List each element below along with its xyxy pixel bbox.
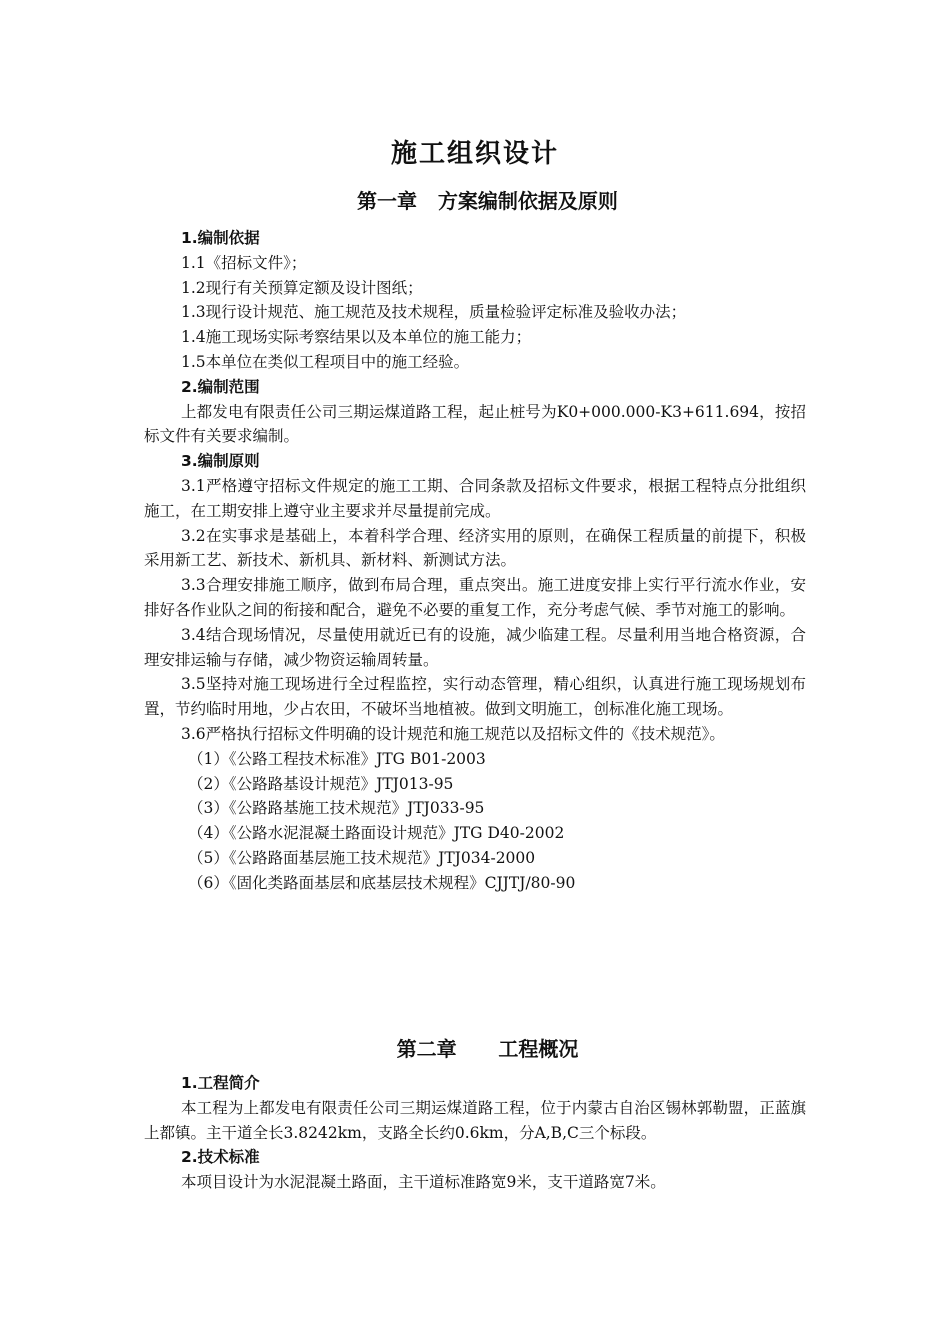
chapter-1-body — [144, 226, 806, 896]
principle-paragraph: 3.6严格执行招标文件明确的设计规范和施工规范以及招标文件的《技术规范》。 — [181, 724, 725, 743]
standard-reference: （5）《公路路面基层施工技术规范》JTJ034-2000 — [188, 848, 536, 867]
basis-item: 1.5本单位在类似工程项目中的施工经验。 — [181, 352, 470, 371]
principle-paragraph: 3.1严格遵守招标文件规定的施工工期、合同条款及招标文件要求，根据工程特点分批组织施工，在工期安排上遵守业主要求并尽量提前完成。 — [144, 476, 806, 520]
scope-paragraph: 上都发电有限责任公司三期运煤道路工程，起止桩号为K0+000.000-K3+611.694，按招标文件有关要求编制。 — [144, 402, 806, 446]
principle-paragraph: 3.5坚持对施工现场进行全过程监控，实行动态管理，精心组织，认真进行施工现场规划布置，节约临时用地，少占农田，不破坏当地植被。做到文明施工，创标准化施工现场。 — [144, 675, 806, 719]
basis-item: 1.3现行设计规范、施工规范及技术规程，质量检验评定标准及验收办法； — [181, 303, 687, 322]
standard-reference: （4）《公路水泥混凝土路面设计规范》JTG D40-2002 — [188, 824, 565, 843]
standard-reference: （3）《公路路基施工技术规范》JTJ033-95 — [188, 799, 485, 818]
chapter-1-heading: 第一章 方案编制依据及原则 — [357, 189, 618, 213]
basis-item: 1.2现行有关预算定额及设计图纸； — [181, 278, 423, 297]
basis-item: 1.4施工现场实际考察结果以及本单位的施工能力； — [181, 328, 532, 347]
basis-item: 1.1《招标文件》； — [181, 253, 307, 272]
tech-paragraph: 本项目设计为水泥混凝土路面，主干道标准路宽9米，支干道路宽7米。 — [181, 1173, 666, 1192]
intro-paragraph: 本工程为上都发电有限责任公司三期运煤道路工程，位于内蒙古自治区锡林郭勒盟，正蓝旗上都镇。主干道全长3.8242km，支路全长约0.6km，分A,B,C三个标段。 — [144, 1098, 806, 1142]
chapter-2-heading: 第二章 工程概况 — [396, 1037, 579, 1061]
principle-paragraph: 3.4结合现场情况，尽量使用就近已有的设施，减少临建工程。尽量利用当地合格资源，合理安排运输与存储，减少物资运输周转量。 — [144, 625, 806, 669]
chapter-2-body — [144, 1071, 806, 1195]
section-heading-basis: 1.编制依据 — [181, 229, 260, 247]
section-heading-tech: 2.技术标准 — [181, 1148, 260, 1167]
section-heading-intro: 1.工程简介 — [181, 1074, 260, 1092]
standard-reference: （1）《公路工程技术标准》JTG B01-2003 — [188, 749, 486, 768]
principle-paragraph: 3.3合理安排施工顺序，做到布局合理，重点突出。施工进度安排上实行平行流水作业，安排好各作业队之间的衔接和配合，避免不必要的重复工作，充分考虑气候、季节对施工的影响。 — [144, 576, 806, 619]
standard-reference: （2）《公路路基设计规范》JTJ013-95 — [188, 774, 454, 793]
document-title: 施工组织设计 — [390, 139, 559, 169]
section-heading-principles: 3.编制原则 — [181, 452, 260, 471]
section-heading-scope: 2.编制范围 — [181, 377, 260, 396]
principle-paragraph: 3.2在实事求是基础上，本着科学合理、经济实用的原则，在确保工程质量的前提下，积极采用新工艺、新技术、新机具、新材料、新测试方法。 — [144, 526, 806, 570]
standard-reference: （6）《固化类路面基层和底基层技术规程》CJJTJ/80-90 — [188, 873, 576, 892]
